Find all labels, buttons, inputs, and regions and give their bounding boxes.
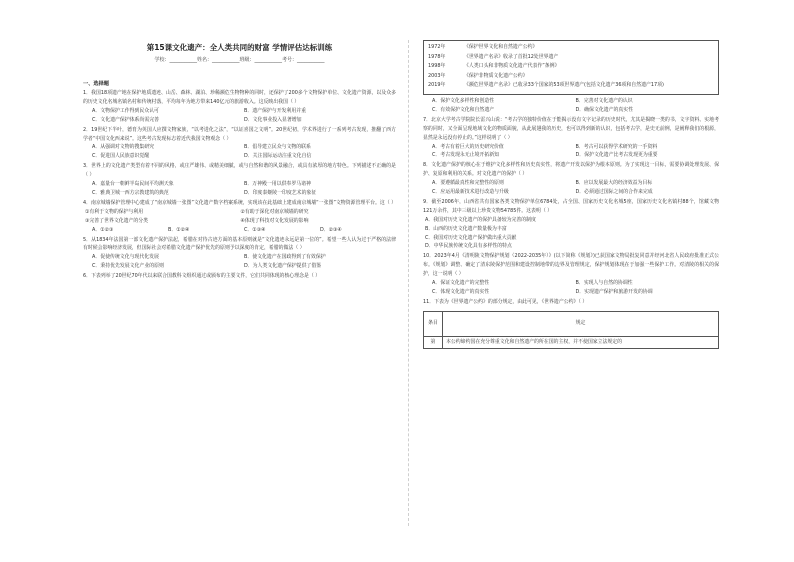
option-a: A．①②③ — [92, 226, 114, 233]
timeline-text: 《世界遗产名录》收录了首批12处世界遗产 — [464, 53, 559, 60]
page-title: 第15课文化遗产：全人类共同的财富 学情评估达标训练 — [146, 43, 333, 52]
question-stem: 4．南京城墙保护管理中心建成了“南京城墙一张图”文化遗产数字档案系统，实现该在此基础上建成南京城墙“一张图”文物资源管理平台。这（ ） — [83, 199, 397, 206]
options-grid — [83, 107, 396, 125]
question-5 — [83, 236, 396, 272]
options-grid — [83, 180, 396, 198]
question-stem: 2．19世纪下半叶，德育为英国人应撰文物家族，“以考进化之法”，“以证喜国之文明”。20世纪初，学术界进行了一系列考古发现，推翻了西方学者“中国文化西来说”。这些考古发现标志着近代我国文物观念（ ） — [83, 126, 396, 142]
timeline-row — [428, 63, 714, 71]
options-grid — [423, 143, 719, 161]
option-c: C．应运用最新技术进行改造与升级 — [432, 189, 509, 196]
option-b: B．完善对文化遗产的认识 — [575, 97, 633, 104]
question-4 — [83, 199, 396, 235]
table-row — [424, 336, 719, 349]
timeline-year: 1972年 — [428, 44, 446, 50]
option-c: C．有效保护文化和自然遗产 — [432, 106, 495, 113]
options-grid — [423, 179, 719, 197]
option-d: D．关注国际运动注重文化自信 — [244, 153, 312, 160]
option-d: D．为人类文化遗产保护提供了借鉴 — [244, 263, 322, 270]
question-10 — [423, 252, 719, 297]
student-info-line: 学校：___________姓名：___________班级：___________考号：___________ — [154, 57, 325, 63]
question-3 — [83, 162, 396, 198]
option-a: A．我国对历史文化遗产的保护具备较为完善的制度 — [425, 216, 536, 223]
options-grid — [83, 226, 396, 235]
question-stem: 11．下表为《世界遗产公约》的部分规定，由此可见，《世界遗产公约》（ ） — [423, 298, 588, 305]
option-d: D．必须通过国际之间的合作来完成 — [575, 189, 653, 196]
center-fold-line — [408, 40, 409, 526]
option-c: C．体现文化遗产的真实性 — [432, 289, 490, 295]
timeline-text: 《濒危世界遗产名录》已收录33个国家的53项世界遗产(包括文化遗产36项和自然遗产17项) — [464, 82, 664, 89]
timeline-row — [428, 82, 714, 90]
option-b: B．应以发展最大的经济效益为目标 — [575, 180, 653, 187]
option-b: B．万神殿一用以供奉罗马诸神 — [244, 181, 311, 188]
option-b: B．使文化遗产在国政得到了有效保护 — [244, 254, 326, 261]
question-stem: 1．我国18项遗产地在保护地质遗迹、山岳、森林、湖泊、珍稀濒危生物物种的同时，还保护了200多个文物保护单位、文化遗产资源，以及众多的历史文化名城名镇名村和传统村落，平均每年为地方带来140亿元的旅游收入。这反映出我国（ ） — [83, 90, 396, 105]
right-column — [423, 40, 719, 349]
table-header-row — [424, 311, 719, 336]
option-c: C．促进国人民族意识觉醒 — [92, 153, 150, 160]
option-b: B．①②④ — [168, 226, 190, 233]
timeline-year: 2003年 — [428, 72, 446, 79]
question-stem: 3．世界上的文化遗产类型有着不同的风格，或庄严雄伟、或精美细腻，或与自然和谐的风景融合，或具有浓厚的地方特色。下列描述不正确的是（ ） — [83, 163, 396, 179]
column-header-item: 条目 — [424, 311, 443, 336]
question-stem: 10．2023年4月《清明陵文物保护规划（2022-2035年）》(以下简称《规划》)已获国家文物局批复同意并经河北省人民政府批准正式公布。《规划》调整、确定了清东陵保护范围和建设控制地带的边界及管理规定，保护规划体现在于加强一些保护工作。对清陵的相关的保护，这一说明（ ） — [423, 253, 719, 278]
table-cell-rule: 本公约缔约国在充分尊重文化和自然遗产的所在国的主权，并不使国家立法规定的 — [443, 336, 719, 349]
option-a: A．保护文化多样性和创造性 — [432, 97, 495, 104]
option-a: A．要遵循最真性和完整性的原则 — [432, 180, 504, 187]
option-d: D．保护文化遗产比考古发现更为重要 — [575, 152, 658, 159]
option-a: A．促使传统文化与现代化发展 — [92, 254, 159, 261]
option-d: D．文化事业投入显著增加 — [244, 116, 302, 123]
option-c: C．我国对历史文化遗产保护做出重大贡献 — [425, 234, 517, 241]
option-a: A．从强调对文物的搜集研究 — [92, 144, 155, 151]
timeline-row — [428, 54, 714, 62]
timeline-text: 《保护世界文化和自然遗产公约》 — [464, 44, 538, 50]
option-d: D．印度泰姬陵一印度艺术的象征 — [244, 189, 317, 196]
options-grid — [83, 253, 396, 271]
option-c: C．考古发现永无止境开拓新知 — [432, 152, 499, 159]
options-grid — [83, 143, 396, 161]
option-b: B．考古可以获得学术研究的一手资料 — [575, 143, 658, 150]
section-heading: 一、选择题 — [83, 81, 109, 87]
option-a: A．文物保护工作得到民众认可 — [92, 107, 159, 114]
option-b: B．遗产保护与开发利用并重 — [244, 107, 307, 114]
question-1 — [83, 89, 396, 125]
regulation-table — [423, 311, 719, 350]
option-d: D．实现遗产保护和旅游开发的协调 — [575, 289, 653, 295]
timeline-year: 1978年 — [428, 53, 446, 60]
timeline-text: 《保护非物质文化遗产公约》 — [464, 72, 528, 79]
question-9 — [423, 198, 719, 251]
question-2 — [83, 126, 396, 162]
option-b: B．实现人与自然的协调性 — [575, 280, 633, 287]
options-grid — [423, 279, 719, 297]
option-d: D．确保文化遗产的真实性 — [575, 106, 634, 113]
statement-grid — [83, 208, 396, 226]
question-6 — [83, 272, 396, 281]
option-a: A．保证文化遗产的完整性 — [432, 280, 490, 287]
option-d: D．②③④ — [320, 226, 342, 233]
question-stem: 6．下表列举了20世纪70年代以来联合国教科文组织通过或颁布的主要文件，它们共同体现的核心理念是（ ） — [83, 273, 321, 280]
left-column — [83, 40, 396, 281]
question-8 — [423, 161, 719, 197]
timeline-table — [423, 40, 719, 95]
q6-options-grid — [423, 97, 719, 115]
timeline-year: 1998年 — [428, 63, 446, 70]
question-stem: 9．截至2006年，山西省共有国家各类文物保护单位6784处，占全国、国家历史文化名城5座，国家历史文化名镇村88个，馆藏文物121万余件，其中三级以上珍贵文物54785件。这表明（ ） — [423, 198, 719, 214]
question-stem: 8．文化遗产保护的核心在于维护文化多样性和历史真实性，将遗产开发以保护为根本原则。为了实现这一目标，需要协调处理发展、保护、复原和利用的关系。对文化遗产的保护（ ） — [423, 162, 719, 178]
timeline-row — [428, 44, 714, 52]
question-11 — [423, 298, 719, 349]
option-c: C．①③④ — [244, 226, 266, 233]
table-cell-item: 第 — [424, 336, 443, 349]
timeline-year: 2019年 — [428, 82, 446, 89]
option-c: C．秉持优先发展文化产业的原则 — [92, 263, 164, 270]
option-c: C．雅典卫城一西方宗教建筑的典范 — [92, 189, 169, 196]
option-c: C．文化遗产保护体系尚需完善 — [92, 116, 159, 123]
timeline-text: 《人类口头和非物质文化遗产代表作”条例》 — [464, 63, 560, 70]
statement-3: ③完善了世界文化遗产的分类 — [85, 217, 149, 224]
statement-4: ④体现了科技对文化发展的影响 — [240, 217, 309, 224]
column-header-rule: 规定 — [443, 311, 719, 336]
statement-1: ①有利于文物的保护与利用 — [85, 208, 144, 215]
option-a: A．考古有着巨大的历史研究价值 — [432, 143, 504, 150]
question-7 — [423, 116, 719, 161]
statement-2: ②有助于深化对南京城墙的研究 — [240, 208, 309, 215]
option-b: B．倡导建立民众与文物的联系 — [244, 144, 311, 151]
timeline-row — [428, 73, 714, 81]
option-b: B．山西的历史文化遗产数量极为丰富 — [425, 225, 507, 232]
option-d: D．中华民族传统文化具有多样性的特点 — [425, 243, 512, 250]
question-stem: 5．从1834年法国第一部文化遗产保护法起，希腊在对待古迹方面的基本原则就是“文化遗迹永远是第一位的”。希望一些人认为过于严格的法律有时候会影响经济发展，但国际社会对希腊文化遗产保护优先的原则予以深度的肯定，希腊的做法（ ） — [83, 236, 396, 252]
question-stem: 7．北京大学考古学院院长雷兴山说：“考古学的独特价值在于能揭示没有文字记录的历史时代，尤其是揭晓一类的书，文字资料、实地考察的同时，又全面呈现地域文化的物质面貌，从此展翅我的历史，也可以得到新的认识，包括考古学，是史无前例，是阐释我们的根源，显然是永远没有停止的。”这样说明了（ ） — [423, 116, 719, 141]
option-a: A．嘉量台一朝鲜半岛民间平均测天象 — [92, 181, 174, 188]
